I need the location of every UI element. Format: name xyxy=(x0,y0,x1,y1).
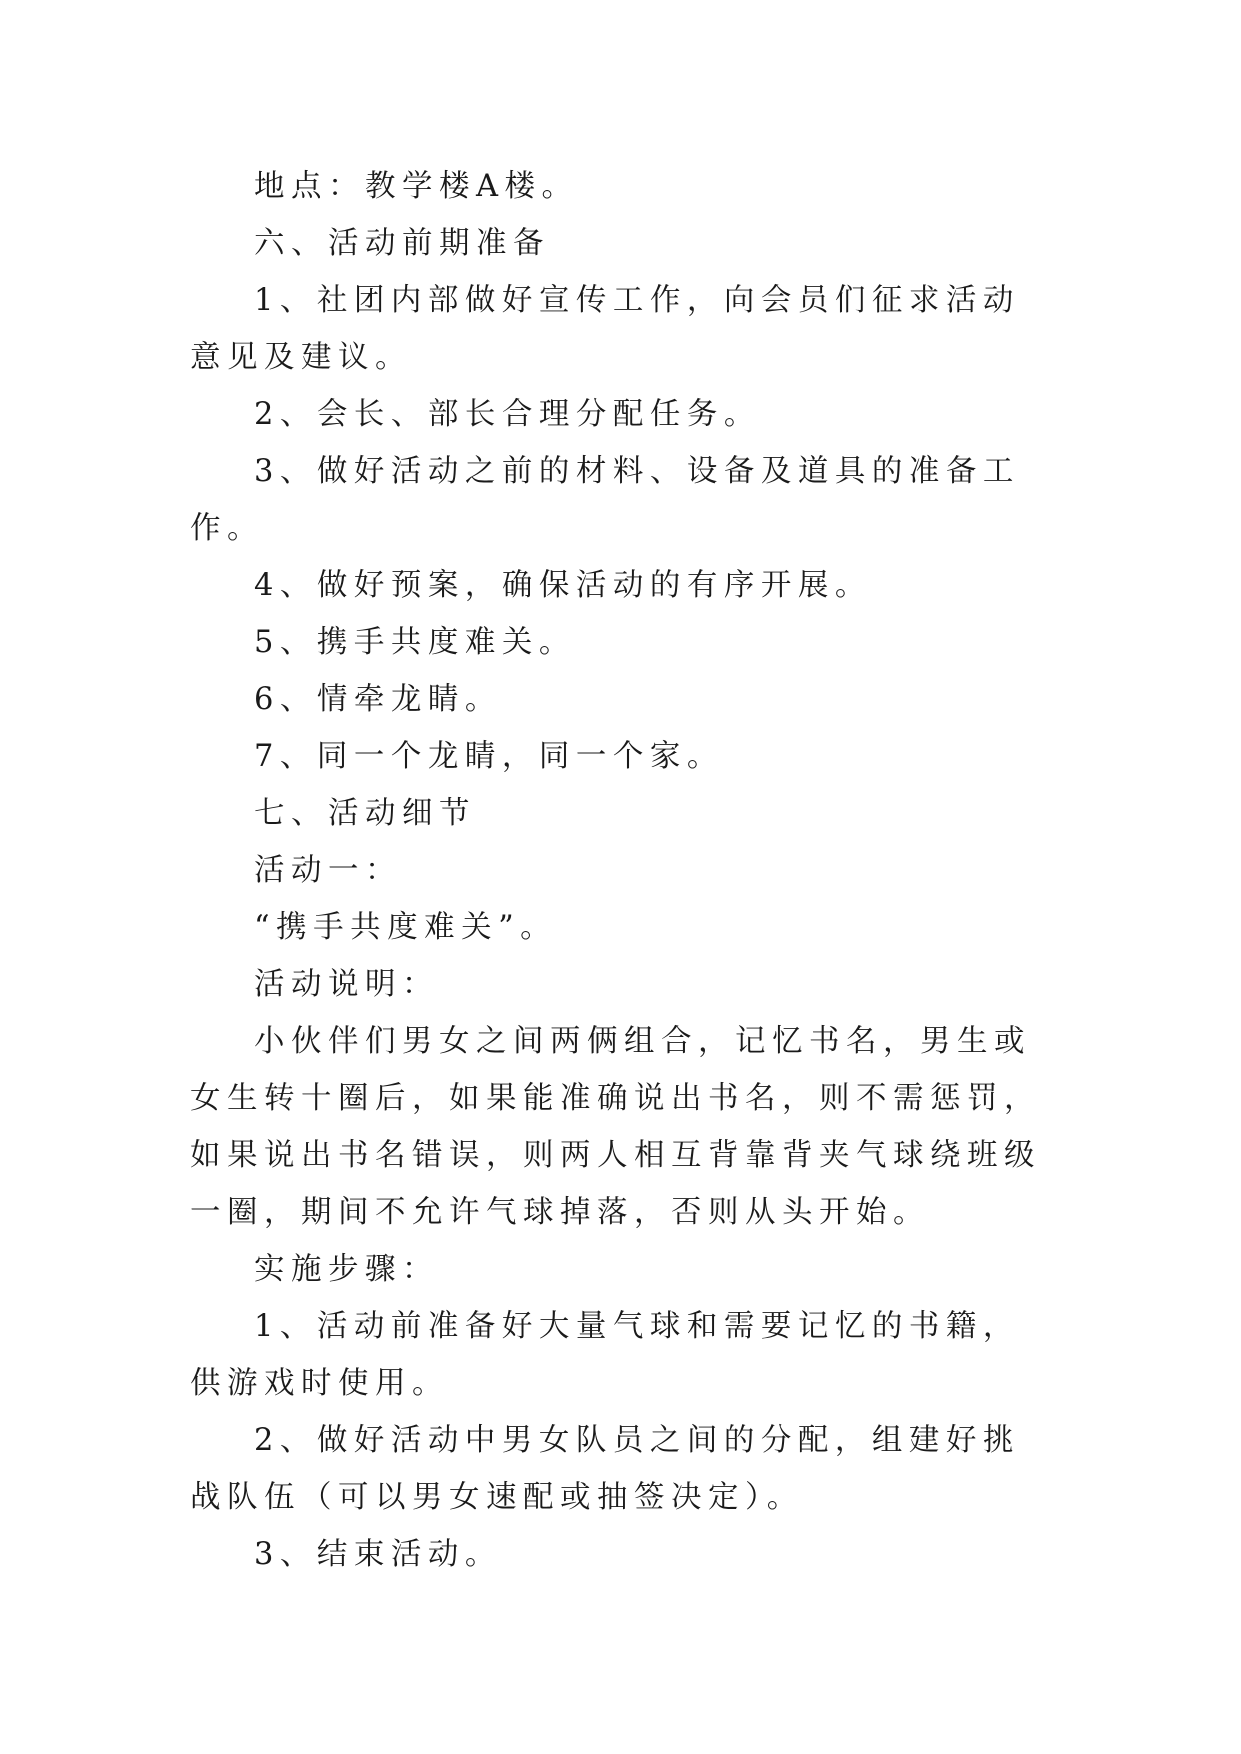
preparation-item-7: 7、同一个龙睛，同一个家。 xyxy=(254,739,724,774)
section-heading-details: 七、活动细节 xyxy=(254,796,476,831)
preparation-item-3: 3、做好活动之前的材料、设备及道具的准备工作。 xyxy=(190,454,1020,546)
section-heading-preparation: 六、活动前期准备 xyxy=(254,226,550,261)
preparation-item-4: 4、做好预案，确保活动的有序开展。 xyxy=(254,568,872,603)
document-body xyxy=(190,158,1050,1583)
preparation-item-2: 2、会长、部长合理分配任务。 xyxy=(254,397,761,432)
location-line: 地点：教学楼A楼。 xyxy=(254,169,579,204)
activity-description-text: 小伙伴们男女之间两俩组合，记忆书名，男生或女生转十圈后，如果能准确说出书名，则不需惩罚，如果说出书名错误，则两人相互背靠背夹气球绕班级一圈，期间不允许气球掉落，否则从头开始。 xyxy=(190,1024,1041,1230)
preparation-item-5: 5、携手共度难关。 xyxy=(254,625,576,660)
implementation-step-1: 1、活动前准备好大量气球和需要记忆的书籍，供游戏时使用。 xyxy=(190,1309,1020,1401)
implementation-steps-label: 实施步骤： xyxy=(254,1252,439,1287)
implementation-step-3: 3、结束活动。 xyxy=(254,1537,502,1572)
activity-description-label: 活动说明： xyxy=(254,967,439,1002)
preparation-item-1: 1、社团内部做好宣传工作，向会员们征求活动意见及建议。 xyxy=(190,283,1020,375)
activity-one-label: 活动一： xyxy=(254,853,402,888)
activity-one-title: “携手共度难关”。 xyxy=(254,910,558,945)
implementation-step-2: 2、做好活动中男女队员之间的分配，组建好挑战队伍（可以男女速配或抽签决定）。 xyxy=(190,1423,1020,1515)
preparation-item-6: 6、情牵龙睛。 xyxy=(254,682,502,717)
